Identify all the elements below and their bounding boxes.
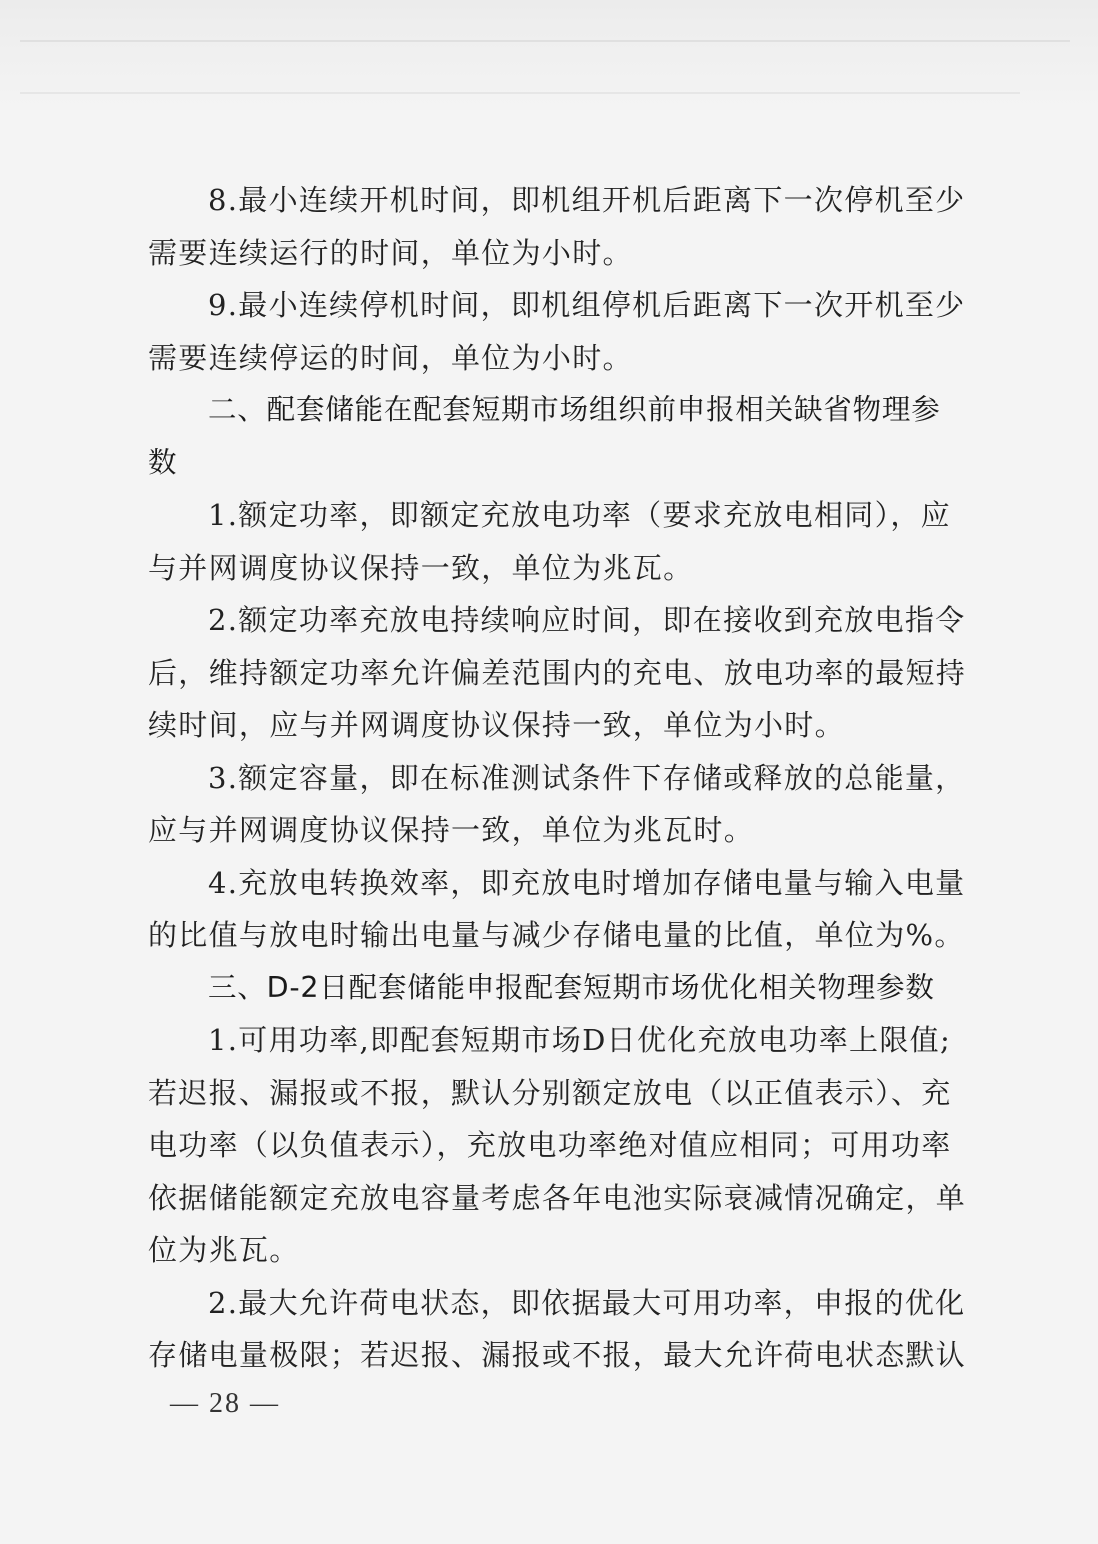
paragraph-response-time — [148, 594, 967, 752]
heading-line: 二、配套储能在配套短期市场组织前申报相关缺省物理参 — [208, 393, 941, 426]
text-line: 8.最小连续开机时间，即机组开机后距离下一次停机至少 — [208, 183, 966, 217]
text-line: 若迟报、漏报或不报，默认分别额定放电（以正值表示）、充 — [148, 1075, 952, 1110]
paragraph-rated-capacity — [148, 752, 966, 857]
text-line: 9.最小连续停机时间，即机组停机后距离下一次开机至少 — [208, 288, 966, 322]
paragraph-conversion-efficiency — [148, 857, 966, 962]
text-line: 需要连续停运的时间，单位为小时。 — [148, 340, 633, 375]
text-line: 1.额定功率，即额定充放电功率（要求充放电相同），应 — [208, 498, 951, 532]
text-line: 与并网调度协议保持一致，单位为兆瓦。 — [148, 550, 694, 585]
scan-artifact — [20, 40, 1070, 42]
text-line: 1.可用功率,即配套短期市场D日优化充放电功率上限值; — [208, 1023, 952, 1057]
text-line: 4.充放电转换效率，即充放电时增加存储电量与输入电量 — [208, 865, 966, 900]
page-number: — 28 — — [170, 1388, 280, 1419]
section-heading-3 — [148, 962, 948, 1015]
heading-line: 三、D-2日配套储能申报配套短期市场优化相关物理参数 — [208, 970, 935, 1004]
text-line: 2.最大允许荷电状态，即依据最大可用功率，申报的优化 — [208, 1285, 966, 1320]
paragraph-max-soc — [148, 1277, 967, 1382]
text-line: 应与并网调度协议保持一致，单位为兆瓦时。 — [148, 813, 755, 847]
heading-line: 数 — [148, 445, 178, 479]
text-line: 依据储能额定充放电容量考虑各年电池实际衰减情况确定，单 — [148, 1180, 967, 1215]
text-line: 3.额定容量，即在标准测试条件下存储或释放的总能量， — [208, 760, 966, 795]
text-line: 2.额定功率充放电持续响应时间，即在接收到充放电指令 — [208, 603, 966, 637]
text-line: 存储电量极限；若迟报、漏报或不报，最大允许荷电状态默认 — [148, 1338, 967, 1372]
paragraph-item-9 — [148, 279, 966, 384]
paragraph-available-power — [148, 1014, 967, 1277]
scan-artifact — [20, 92, 1020, 94]
section-heading-2 — [148, 384, 948, 489]
text-line: 的比值与放电时输出电量与减少存储电量的比值，单位为%。 — [148, 918, 965, 952]
document-body — [148, 174, 967, 1382]
text-line: 续时间，应与并网调度协议保持一致，单位为小时。 — [148, 708, 845, 742]
paragraph-item-8 — [148, 174, 966, 279]
text-line: 电功率（以负值表示），充放电功率绝对值应相同；可用功率 — [148, 1128, 952, 1162]
paragraph-rated-power — [148, 489, 951, 594]
text-line: 后，维持额定功率允许偏差范围内的充电、放电功率的最短持 — [148, 655, 967, 690]
text-line: 需要连续运行的时间，单位为小时。 — [148, 235, 633, 270]
text-line: 位为兆瓦。 — [148, 1233, 300, 1267]
